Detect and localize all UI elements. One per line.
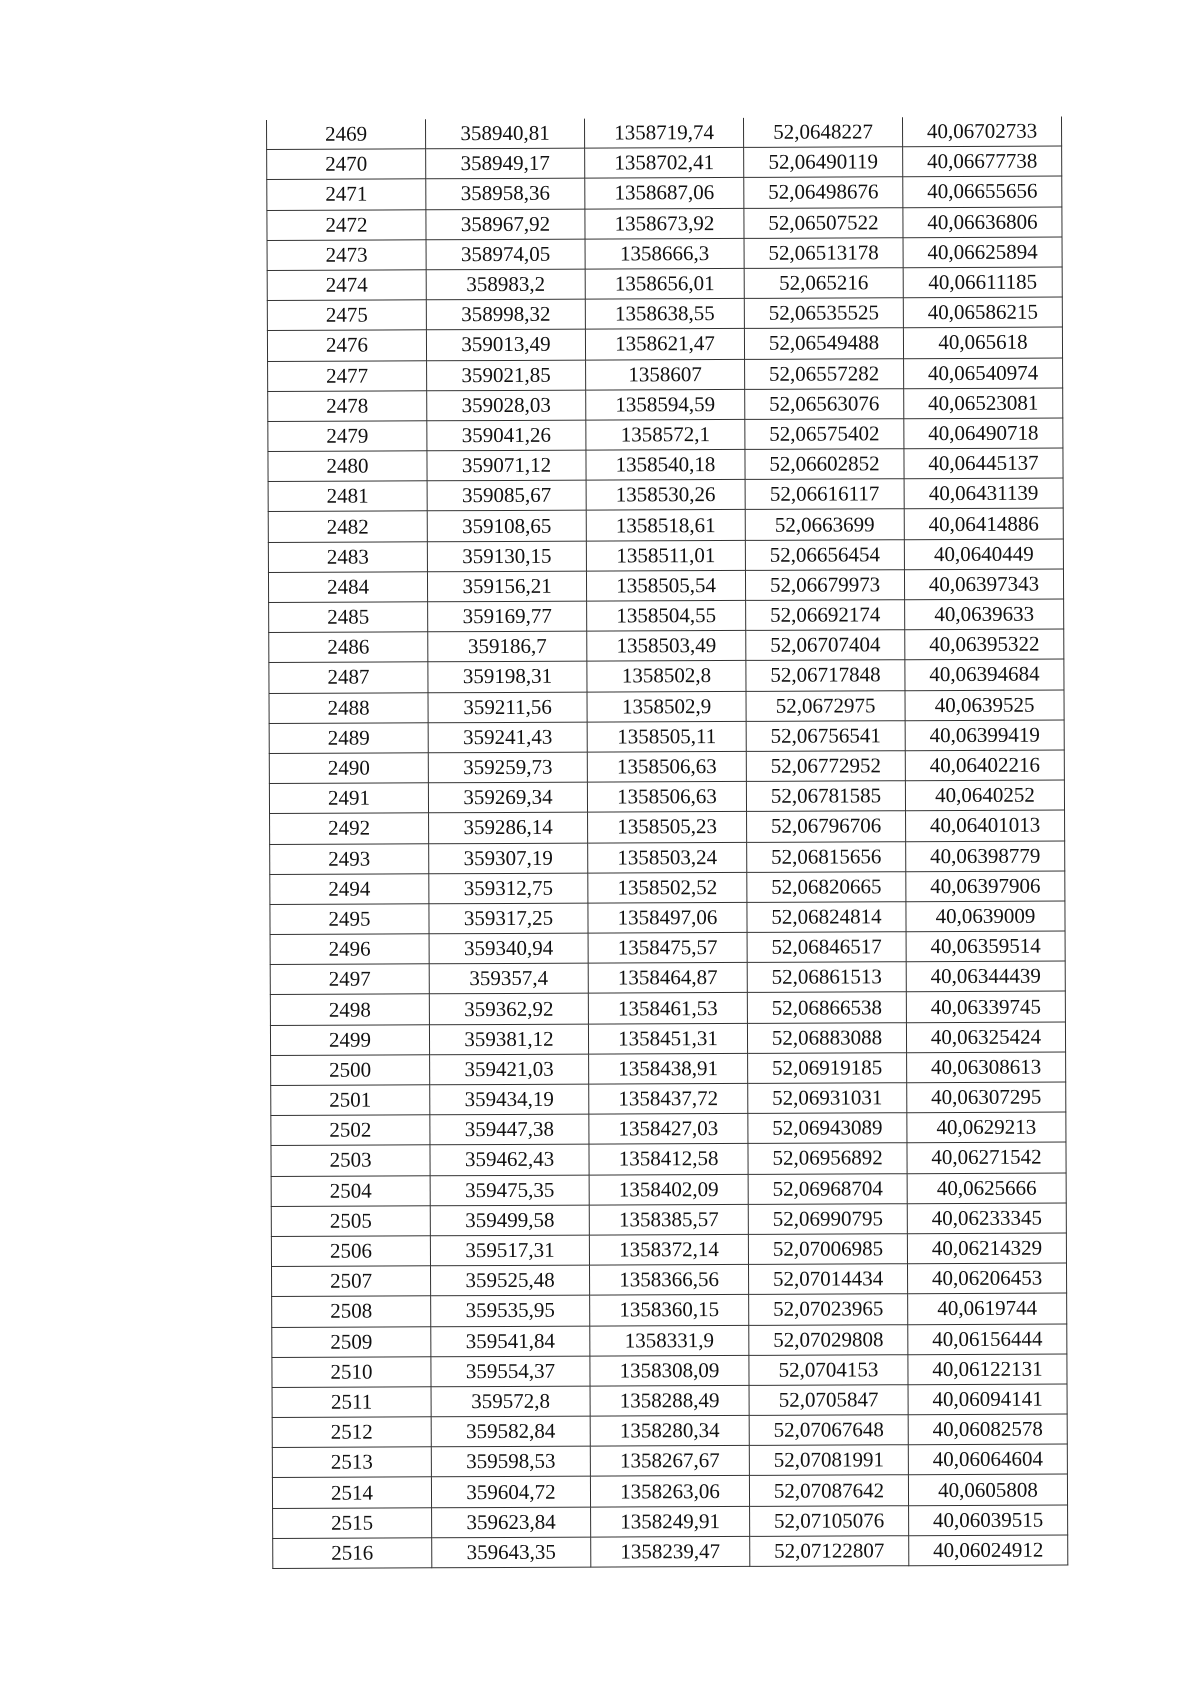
point-number-cell: 2512 — [272, 1417, 431, 1448]
longitude-cell: 40,06233345 — [907, 1203, 1066, 1234]
latitude-cell: 52,06498676 — [744, 177, 903, 208]
latitude-cell: 52,06772952 — [746, 751, 905, 782]
y-coordinate-cell: 1358505,54 — [586, 570, 745, 601]
x-coordinate-cell: 359362,92 — [429, 994, 588, 1025]
x-coordinate-cell: 359475,35 — [430, 1175, 589, 1206]
y-coordinate-cell: 1358503,49 — [587, 631, 746, 662]
table-row — [268, 448, 1063, 482]
table-row — [272, 1354, 1067, 1388]
y-coordinate-cell: 1358719,74 — [584, 118, 743, 148]
point-number-cell: 2482 — [268, 511, 427, 542]
latitude-cell: 52,06919185 — [748, 1053, 907, 1084]
point-number-cell: 2510 — [272, 1356, 431, 1387]
point-number-cell: 2502 — [271, 1115, 430, 1146]
point-number-cell: 2509 — [272, 1326, 431, 1357]
point-number-cell: 2489 — [269, 723, 428, 754]
table-row — [267, 176, 1062, 210]
longitude-cell: 40,0629213 — [907, 1112, 1066, 1143]
latitude-cell: 52,06866538 — [747, 992, 906, 1023]
longitude-cell: 40,06156444 — [908, 1324, 1067, 1355]
longitude-cell: 40,06339745 — [906, 991, 1065, 1022]
latitude-cell: 52,06815656 — [747, 841, 906, 872]
point-number-cell: 2484 — [268, 572, 427, 603]
point-number-cell: 2491 — [269, 783, 428, 814]
latitude-cell: 52,06956892 — [748, 1143, 907, 1174]
table-row — [270, 931, 1065, 965]
longitude-cell: 40,06271542 — [907, 1142, 1066, 1173]
point-number-cell: 2493 — [270, 843, 429, 874]
table-row — [270, 991, 1065, 1025]
longitude-cell: 40,06024912 — [909, 1535, 1068, 1566]
table-row — [270, 961, 1065, 995]
x-coordinate-cell: 359169,77 — [428, 601, 587, 632]
y-coordinate-cell: 1358385,57 — [589, 1204, 748, 1235]
table-row — [268, 478, 1063, 512]
y-coordinate-cell: 1358572,1 — [586, 419, 745, 450]
table-row — [272, 1384, 1067, 1418]
y-coordinate-cell: 1358461,53 — [588, 993, 747, 1024]
latitude-cell: 52,06824814 — [747, 902, 906, 933]
y-coordinate-cell: 1358504,55 — [587, 600, 746, 631]
latitude-cell: 52,0672975 — [746, 690, 905, 721]
table-row — [272, 1293, 1067, 1327]
coordinates-table — [266, 117, 1068, 1569]
table-row — [267, 207, 1062, 241]
x-coordinate-cell: 359085,67 — [427, 480, 586, 511]
longitude-cell: 40,0639009 — [906, 901, 1065, 932]
latitude-cell: 52,06557282 — [745, 358, 904, 389]
point-number-cell: 2511 — [272, 1387, 431, 1418]
latitude-cell: 52,06692174 — [746, 600, 905, 631]
y-coordinate-cell: 1358249,91 — [591, 1506, 750, 1537]
latitude-cell: 52,06990795 — [748, 1203, 907, 1234]
table-row — [267, 267, 1062, 301]
latitude-cell: 52,07014434 — [748, 1264, 907, 1295]
table-row — [273, 1535, 1068, 1569]
x-coordinate-cell: 359013,49 — [426, 329, 585, 360]
x-coordinate-cell: 359340,94 — [429, 933, 588, 964]
point-number-cell: 2494 — [270, 873, 429, 904]
point-number-cell: 2515 — [273, 1507, 432, 1538]
longitude-cell: 40,06414886 — [904, 508, 1063, 539]
table-row — [270, 810, 1065, 844]
y-coordinate-cell: 1358506,63 — [587, 782, 746, 813]
y-coordinate-cell: 1358331,9 — [590, 1325, 749, 1356]
point-number-cell: 2485 — [269, 602, 428, 633]
x-coordinate-cell: 358940,81 — [425, 119, 584, 149]
point-number-cell: 2508 — [272, 1296, 431, 1327]
y-coordinate-cell: 1358412,58 — [589, 1144, 748, 1175]
y-coordinate-cell: 1358239,47 — [591, 1536, 750, 1567]
table-row — [270, 901, 1065, 935]
y-coordinate-cell: 1358451,31 — [588, 1023, 747, 1054]
latitude-cell: 52,06563076 — [745, 388, 904, 419]
x-coordinate-cell: 359269,34 — [428, 782, 587, 813]
x-coordinate-cell: 359071,12 — [427, 450, 586, 481]
latitude-cell: 52,06707404 — [746, 630, 905, 661]
x-coordinate-cell: 359582,84 — [431, 1416, 590, 1447]
y-coordinate-cell: 1358360,15 — [590, 1295, 749, 1326]
point-number-cell: 2472 — [267, 209, 426, 240]
longitude-cell: 40,06625894 — [903, 237, 1062, 268]
y-coordinate-cell: 1358702,41 — [585, 148, 744, 179]
longitude-cell: 40,06122131 — [908, 1354, 1067, 1385]
table-row — [269, 690, 1064, 724]
y-coordinate-cell: 1358518,61 — [586, 510, 745, 541]
table-row — [267, 117, 1062, 150]
y-coordinate-cell: 1358280,34 — [590, 1415, 749, 1446]
x-coordinate-cell: 359259,73 — [428, 752, 587, 783]
table-row — [267, 146, 1062, 180]
latitude-cell: 52,07006985 — [748, 1234, 907, 1265]
x-coordinate-cell: 358958,36 — [426, 178, 585, 209]
table-row — [271, 1082, 1066, 1116]
table-row — [269, 659, 1064, 693]
y-coordinate-cell: 1358308,09 — [590, 1355, 749, 1386]
point-number-cell: 2497 — [270, 964, 429, 995]
latitude-cell: 52,06656454 — [745, 539, 904, 570]
y-coordinate-cell: 1358656,01 — [585, 268, 744, 299]
x-coordinate-cell: 359317,25 — [429, 903, 588, 934]
table-row — [271, 1233, 1066, 1267]
latitude-cell: 52,06820665 — [747, 871, 906, 902]
table-row — [270, 1022, 1065, 1056]
longitude-cell: 40,06394684 — [905, 659, 1064, 690]
y-coordinate-cell: 1358438,91 — [589, 1053, 748, 1084]
table-row — [268, 569, 1063, 603]
table-row — [268, 418, 1063, 452]
table-row — [268, 508, 1063, 542]
longitude-cell: 40,0640252 — [905, 780, 1064, 811]
longitude-cell: 40,06064604 — [908, 1444, 1067, 1475]
point-number-cell: 2486 — [269, 632, 428, 663]
y-coordinate-cell: 1358594,59 — [586, 389, 745, 420]
latitude-cell: 52,06846517 — [747, 932, 906, 963]
x-coordinate-cell: 359156,21 — [427, 571, 586, 602]
latitude-cell: 52,0705847 — [749, 1385, 908, 1416]
y-coordinate-cell: 1358673,92 — [585, 208, 744, 239]
y-coordinate-cell: 1358505,11 — [587, 721, 746, 752]
y-coordinate-cell: 1358621,47 — [585, 329, 744, 360]
table-row — [268, 388, 1063, 422]
longitude-cell: 40,06490718 — [904, 418, 1063, 449]
y-coordinate-cell: 1358607 — [586, 359, 745, 390]
x-coordinate-cell: 359028,03 — [427, 390, 586, 421]
longitude-cell: 40,0639633 — [905, 599, 1064, 630]
point-number-cell: 2474 — [267, 270, 426, 301]
longitude-cell: 40,06307295 — [907, 1082, 1066, 1113]
longitude-cell: 40,06523081 — [904, 388, 1063, 419]
point-number-cell: 2492 — [270, 813, 429, 844]
table-body — [267, 117, 1068, 1569]
latitude-cell: 52,06575402 — [745, 419, 904, 450]
longitude-cell: 40,06082578 — [908, 1414, 1067, 1445]
longitude-cell: 40,06039515 — [909, 1505, 1068, 1536]
x-coordinate-cell: 359447,38 — [430, 1114, 589, 1145]
longitude-cell: 40,0605808 — [908, 1474, 1067, 1505]
x-coordinate-cell: 359211,56 — [428, 692, 587, 723]
longitude-cell: 40,06636806 — [903, 207, 1062, 238]
x-coordinate-cell: 359021,85 — [427, 360, 586, 391]
table-row — [268, 358, 1063, 392]
longitude-cell: 40,06397343 — [904, 569, 1063, 600]
table-row — [271, 1173, 1066, 1207]
y-coordinate-cell: 1358687,06 — [585, 178, 744, 209]
latitude-cell: 52,065216 — [744, 268, 903, 299]
longitude-cell: 40,0640449 — [904, 539, 1063, 570]
longitude-cell: 40,06677738 — [903, 146, 1062, 177]
longitude-cell: 40,06094141 — [908, 1384, 1067, 1415]
y-coordinate-cell: 1358366,56 — [590, 1265, 749, 1296]
longitude-cell: 40,06206453 — [907, 1263, 1066, 1294]
longitude-cell: 40,06308613 — [907, 1052, 1066, 1083]
table-row — [267, 297, 1062, 331]
point-number-cell: 2498 — [270, 994, 429, 1025]
x-coordinate-cell: 359572,8 — [431, 1386, 590, 1417]
y-coordinate-cell: 1358267,67 — [590, 1446, 749, 1477]
y-coordinate-cell: 1358505,23 — [588, 812, 747, 843]
table-row — [267, 237, 1062, 271]
latitude-cell: 52,06717848 — [746, 660, 905, 691]
latitude-cell: 52,07087642 — [749, 1475, 908, 1506]
table-row — [270, 841, 1065, 875]
x-coordinate-cell: 359041,26 — [427, 420, 586, 451]
y-coordinate-cell: 1358464,87 — [588, 963, 747, 994]
y-coordinate-cell: 1358497,06 — [588, 902, 747, 933]
latitude-cell: 52,07023965 — [749, 1294, 908, 1325]
point-number-cell: 2505 — [271, 1206, 430, 1237]
longitude-cell: 40,06431139 — [904, 478, 1063, 509]
longitude-cell: 40,06344439 — [906, 961, 1065, 992]
point-number-cell: 2500 — [271, 1055, 430, 1086]
latitude-cell: 52,06507522 — [744, 207, 903, 238]
latitude-cell: 52,06513178 — [744, 237, 903, 268]
x-coordinate-cell: 359186,7 — [428, 631, 587, 662]
longitude-cell: 40,065618 — [903, 327, 1062, 358]
latitude-cell: 52,06943089 — [748, 1113, 907, 1144]
point-number-cell: 2488 — [269, 692, 428, 723]
x-coordinate-cell: 358967,92 — [426, 209, 585, 240]
table-row — [272, 1263, 1067, 1297]
y-coordinate-cell: 1358511,01 — [586, 540, 745, 571]
y-coordinate-cell: 1358437,72 — [589, 1083, 748, 1114]
y-coordinate-cell: 1358502,8 — [587, 661, 746, 692]
x-coordinate-cell: 358974,05 — [426, 239, 585, 270]
table-row — [268, 539, 1063, 573]
x-coordinate-cell: 359357,4 — [429, 963, 588, 994]
longitude-cell: 40,0639525 — [905, 690, 1064, 721]
longitude-cell: 40,06359514 — [906, 931, 1065, 962]
point-number-cell: 2479 — [268, 421, 427, 452]
point-number-cell: 2490 — [269, 753, 428, 784]
table-row — [267, 327, 1062, 361]
point-number-cell: 2469 — [267, 119, 426, 149]
latitude-cell: 52,0663699 — [745, 509, 904, 540]
x-coordinate-cell: 359462,43 — [430, 1144, 589, 1175]
x-coordinate-cell: 359623,84 — [432, 1507, 591, 1538]
point-number-cell: 2478 — [268, 390, 427, 421]
point-number-cell: 2507 — [272, 1266, 431, 1297]
table-row — [269, 780, 1064, 814]
table-row — [269, 750, 1064, 784]
longitude-cell: 40,06655656 — [903, 176, 1062, 207]
longitude-cell: 40,06586215 — [903, 297, 1062, 328]
longitude-cell: 40,06401013 — [906, 810, 1065, 841]
y-coordinate-cell: 1358638,55 — [585, 299, 744, 330]
table-row — [269, 629, 1064, 663]
x-coordinate-cell: 359241,43 — [428, 722, 587, 753]
point-number-cell: 2503 — [271, 1145, 430, 1176]
point-number-cell: 2513 — [272, 1447, 431, 1478]
x-coordinate-cell: 359286,14 — [429, 812, 588, 843]
y-coordinate-cell: 1358506,63 — [587, 751, 746, 782]
longitude-cell: 40,06445137 — [904, 448, 1063, 479]
latitude-cell: 52,06796706 — [747, 811, 906, 842]
table-row — [271, 1203, 1066, 1237]
y-coordinate-cell: 1358540,18 — [586, 449, 745, 480]
point-number-cell: 2475 — [267, 300, 426, 331]
latitude-cell: 52,06535525 — [744, 298, 903, 329]
point-number-cell: 2480 — [268, 451, 427, 482]
y-coordinate-cell: 1358666,3 — [585, 238, 744, 269]
longitude-cell: 40,06214329 — [907, 1233, 1066, 1264]
latitude-cell: 52,06490119 — [744, 147, 903, 178]
longitude-cell: 40,0619744 — [908, 1293, 1067, 1324]
point-number-cell: 2516 — [273, 1538, 432, 1569]
latitude-cell: 52,06883088 — [747, 1022, 906, 1053]
y-coordinate-cell: 1358288,49 — [590, 1385, 749, 1416]
latitude-cell: 52,07029808 — [749, 1324, 908, 1355]
x-coordinate-cell: 359499,58 — [430, 1205, 589, 1236]
x-coordinate-cell: 359535,95 — [431, 1295, 590, 1326]
x-coordinate-cell: 358998,32 — [426, 299, 585, 330]
x-coordinate-cell: 359108,65 — [427, 511, 586, 542]
latitude-cell: 52,06861513 — [747, 962, 906, 993]
y-coordinate-cell: 1358530,26 — [586, 480, 745, 511]
longitude-cell: 40,06397906 — [906, 871, 1065, 902]
point-number-cell: 2487 — [269, 662, 428, 693]
longitude-cell: 40,06395322 — [905, 629, 1064, 660]
x-coordinate-cell: 359130,15 — [427, 541, 586, 572]
table-row — [271, 1052, 1066, 1086]
table-row — [272, 1444, 1067, 1478]
longitude-cell: 40,06398779 — [906, 841, 1065, 872]
point-number-cell: 2499 — [270, 1024, 429, 1055]
x-coordinate-cell: 359312,75 — [429, 873, 588, 904]
x-coordinate-cell: 359198,31 — [428, 661, 587, 692]
latitude-cell: 52,07122807 — [750, 1536, 909, 1567]
y-coordinate-cell: 1358402,09 — [589, 1174, 748, 1205]
latitude-cell: 52,07105076 — [750, 1505, 909, 1536]
table-row — [273, 1505, 1068, 1539]
x-coordinate-cell: 359604,72 — [431, 1477, 590, 1508]
x-coordinate-cell: 359643,35 — [432, 1537, 591, 1568]
y-coordinate-cell: 1358427,03 — [589, 1114, 748, 1145]
latitude-cell: 52,07081991 — [749, 1445, 908, 1476]
x-coordinate-cell: 359598,53 — [431, 1446, 590, 1477]
y-coordinate-cell: 1358503,24 — [588, 842, 747, 873]
table-row — [271, 1112, 1066, 1146]
table-row — [271, 1142, 1066, 1176]
table-row — [269, 599, 1064, 633]
y-coordinate-cell: 1358263,06 — [590, 1476, 749, 1507]
y-coordinate-cell: 1358502,52 — [588, 872, 747, 903]
point-number-cell: 2470 — [267, 149, 426, 180]
point-number-cell: 2476 — [267, 330, 426, 361]
point-number-cell: 2481 — [268, 481, 427, 512]
point-number-cell: 2514 — [272, 1477, 431, 1508]
x-coordinate-cell: 359554,37 — [431, 1356, 590, 1387]
latitude-cell: 52,07067648 — [749, 1415, 908, 1446]
x-coordinate-cell: 359421,03 — [430, 1054, 589, 1085]
latitude-cell: 52,0648227 — [743, 117, 902, 147]
table-row — [272, 1414, 1067, 1448]
x-coordinate-cell: 359434,19 — [430, 1084, 589, 1115]
latitude-cell: 52,06602852 — [745, 449, 904, 480]
latitude-cell: 52,06968704 — [748, 1173, 907, 1204]
latitude-cell: 52,06781585 — [746, 781, 905, 812]
point-number-cell: 2495 — [270, 904, 429, 935]
table-row — [270, 871, 1065, 905]
longitude-cell: 40,06325424 — [906, 1022, 1065, 1053]
x-coordinate-cell: 359307,19 — [429, 843, 588, 874]
point-number-cell: 2501 — [271, 1085, 430, 1116]
x-coordinate-cell: 359517,31 — [430, 1235, 589, 1266]
x-coordinate-cell: 359525,48 — [431, 1265, 590, 1296]
table-row — [272, 1324, 1067, 1358]
latitude-cell: 52,06616117 — [745, 479, 904, 510]
latitude-cell: 52,0704153 — [749, 1354, 908, 1385]
y-coordinate-cell: 1358475,57 — [588, 932, 747, 963]
longitude-cell: 40,06540974 — [904, 358, 1063, 389]
table-row — [272, 1474, 1067, 1508]
y-coordinate-cell: 1358372,14 — [589, 1234, 748, 1265]
point-number-cell: 2483 — [268, 541, 427, 572]
latitude-cell: 52,06931031 — [748, 1083, 907, 1114]
point-number-cell: 2471 — [267, 179, 426, 210]
x-coordinate-cell: 358983,2 — [426, 269, 585, 300]
point-number-cell: 2496 — [270, 934, 429, 965]
longitude-cell: 40,06702733 — [902, 117, 1061, 147]
longitude-cell: 40,06399419 — [905, 720, 1064, 751]
x-coordinate-cell: 358949,17 — [426, 148, 585, 179]
point-number-cell: 2477 — [268, 360, 427, 391]
x-coordinate-cell: 359381,12 — [429, 1024, 588, 1055]
longitude-cell: 40,06611185 — [903, 267, 1062, 298]
point-number-cell: 2504 — [271, 1175, 430, 1206]
point-number-cell: 2506 — [271, 1236, 430, 1267]
latitude-cell: 52,06549488 — [744, 328, 903, 359]
latitude-cell: 52,06756541 — [746, 720, 905, 751]
longitude-cell: 40,06402216 — [905, 750, 1064, 781]
latitude-cell: 52,06679973 — [745, 570, 904, 601]
table-row — [269, 720, 1064, 754]
longitude-cell: 40,0625666 — [907, 1173, 1066, 1204]
x-coordinate-cell: 359541,84 — [431, 1326, 590, 1357]
point-number-cell: 2473 — [267, 240, 426, 271]
y-coordinate-cell: 1358502,9 — [587, 691, 746, 722]
